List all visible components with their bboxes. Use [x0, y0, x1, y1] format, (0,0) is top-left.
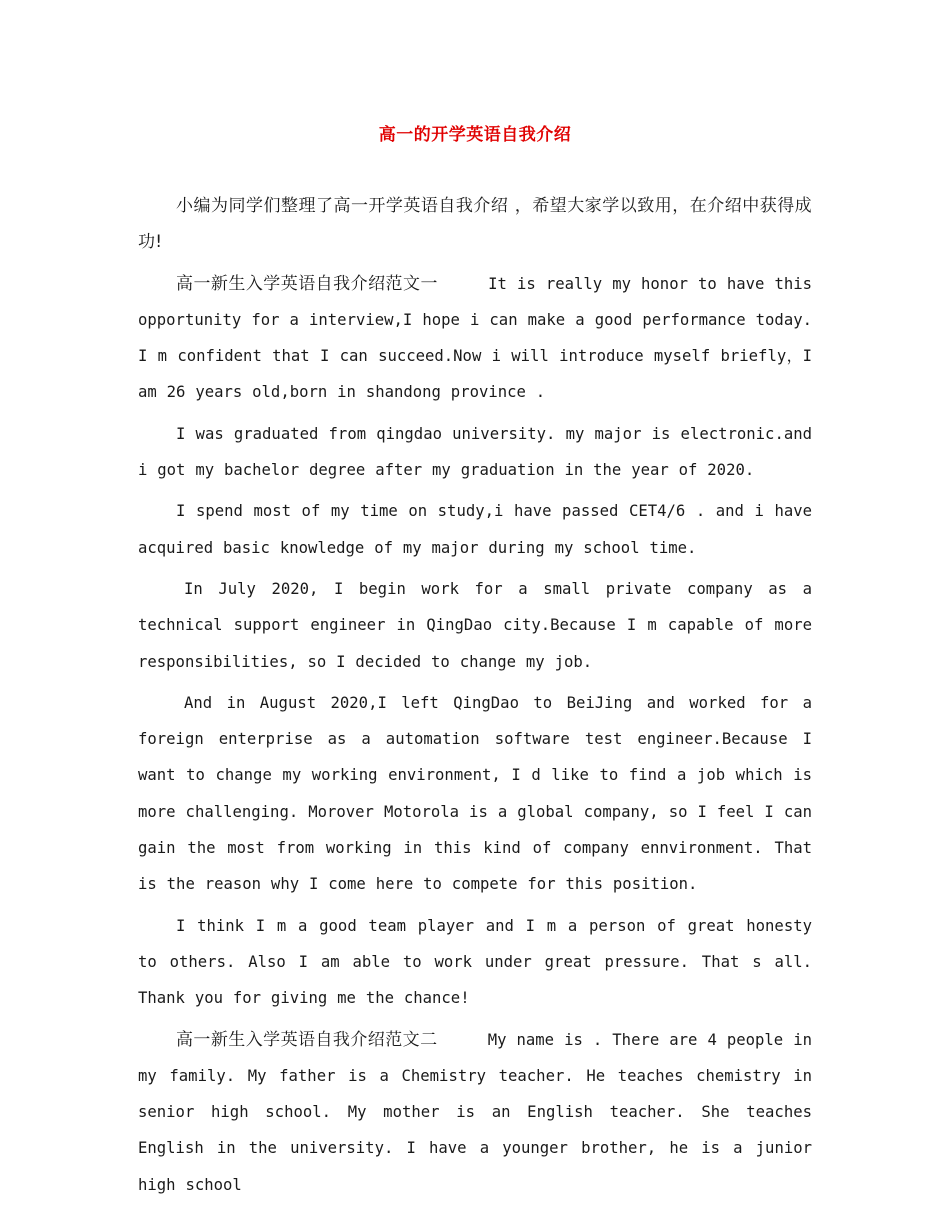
sample2-heading: 高一新生入学英语自我介绍范文二 [176, 1029, 438, 1050]
sample1-paragraph-6: I think I m a good team player and I m a person of great honesty to others. Also I am able to work under great pressure. That s all. Thank you for giving me the chance! [138, 916, 812, 1008]
intro-paragraph [138, 188, 812, 261]
sample1-paragraph-2: I was graduated from qingdao university. my major is electronic.and i got my bachelor degree after my graduation in the year of 2020. [138, 424, 812, 480]
sample1-heading: 高一新生入学英语自我介绍范文一 [176, 273, 438, 294]
sample1-paragraph-4: In July 2020, I begin work for a small private company as a technical support engineer in QingDao city.Because I m capable of more responsibilities, so I decided to change my job. [138, 579, 812, 671]
sample1-paragraph-3: I spend most of my time on study,i have passed CET4/6 . and i have acquired basic knowledge of my major during my school time. [138, 502, 812, 557]
sample1-paragraph-5: And in August 2020,I left QingDao to BeiJing and worked for a foreign enterprise as a automation software test engineer.Because I want to change my working environment, I d like to find a job which is more challenging. Morover Motorola is a global company, so I feel I can gain the most from working in this kind of company ennvironment. That is the reason why I come here to compete for this position. [138, 693, 812, 894]
document-title: 高一的开学英语自我介绍 [378, 125, 572, 145]
sample1-paragraph-1 [138, 266, 812, 411]
intro-text: 小编为同学们整理了高一开学英语自我介绍 ，希望大家学以致用，在介绍中获得成功! [138, 196, 812, 253]
document-body [138, 188, 812, 1208]
sample2-opening: My name is . There are 4 people in my family. My father is a Chemistry teacher. He teaches chemistry in senior high school. My mother is an English teacher. She teaches English in the university. I have a younger brother, he is a junior high school [138, 1030, 813, 1194]
sample1-opening: It is really my honor to have this opportunity for a interview,I hope i can make a good performance today. I m confident that I can succeed.Now i will introduce myself briefly，I am 26 years old,born in shandong province . [138, 274, 812, 402]
sample2-paragraph-1 [138, 1022, 812, 1203]
